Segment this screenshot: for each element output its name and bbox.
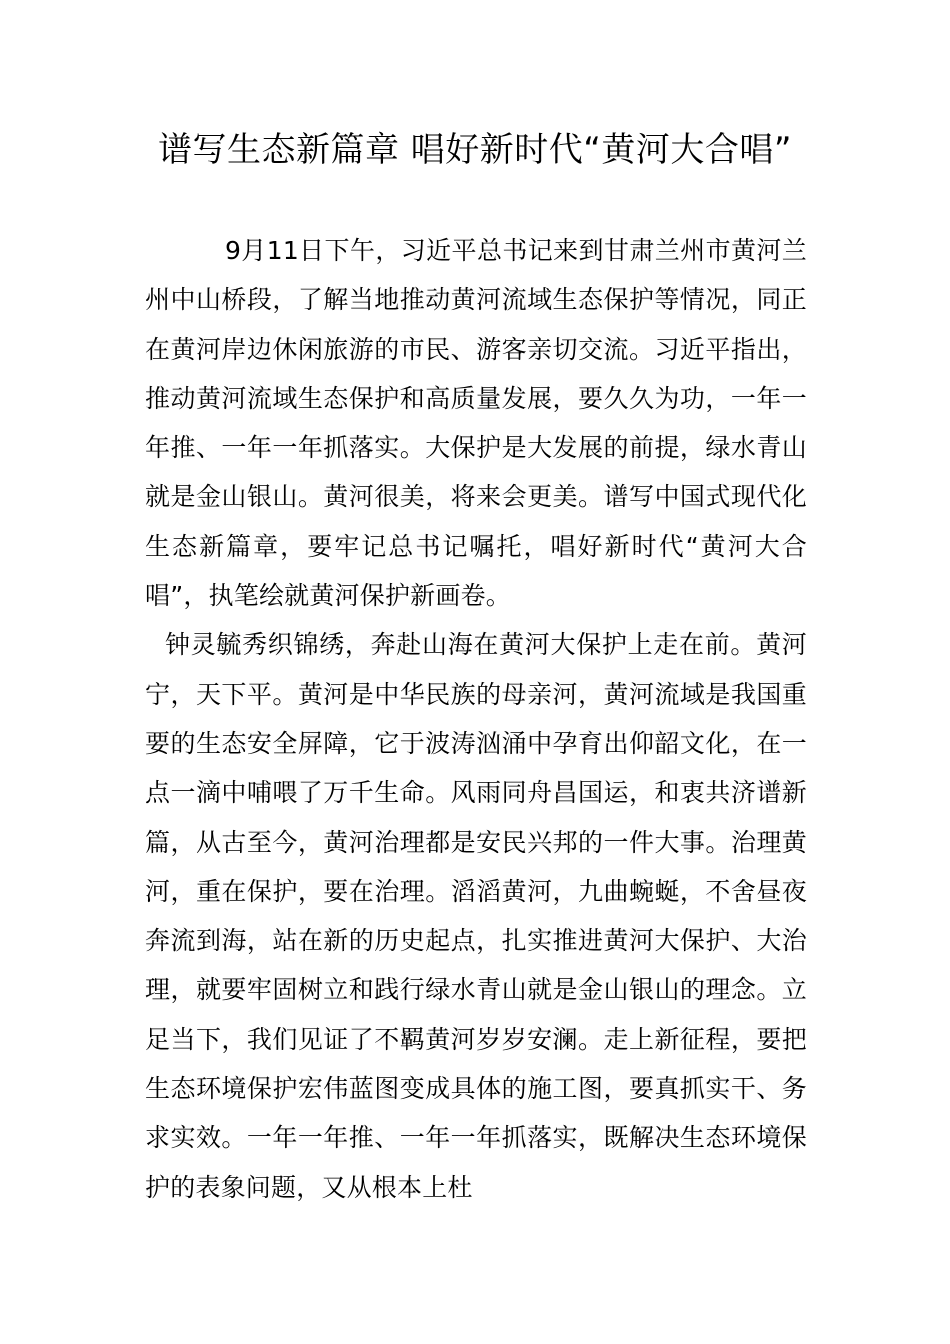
document-title: 谱写生态新篇章 唱好新时代“黄河大合唱”: [157, 130, 793, 170]
paragraph-2: 钟灵毓秀织锦绣，奔赴山海在黄河大保护上走在前。黄河宁，天下平。黄河是中华民族的母亲河，黄河流域是我国重要的生态安全屏障，它于波涛汹涌中孕育出仰韶文化，在一点一滴中哺喂了万千生命。风雨同舟昌国运，和衷共济谱新篇，从古至今，黄河治理都是安民兴邦的一件大事。治理黄河，重在保护，要在治理。滔滔黄河，九曲蜿蜒，不舍昼夜奔流到海，站在新的历史起点，扎实推进黄河大保护、大治理，就要牢固树立和践行绿水青山就是金山银山的理念。立足当下，我们见证了不羁黄河岁岁安澜。走上新征程，要把生态环境保护宏伟蓝图变成具体的施工图，要真抓实干、务求实效。一年一年推、一年一年抓落实，既解决生态环境保护的表象问题，又从根本上杜: [145, 630, 807, 1202]
paragraph-1: 9月11日下午，习近平总书记来到甘肃兰州市黄河兰州中山桥段，了解当地推动黄河流域生态保护等情况，同正在黄河岸边休闲旅游的市民、游客亲切交流。习近平指出，推动黄河流域生态保护和高质量发展，要久久为功，一年一年推、一年一年抓落实。大保护是大发展的前提，绿水青山就是金山银山。黄河很美，将来会更美。谱写中国式现代化生态新篇章，要牢记总书记嘱托，唱好新时代“黄河大合唱”，执笔绘就黄河保护新画卷。: [145, 236, 807, 611]
document-body: [145, 226, 807, 1212]
